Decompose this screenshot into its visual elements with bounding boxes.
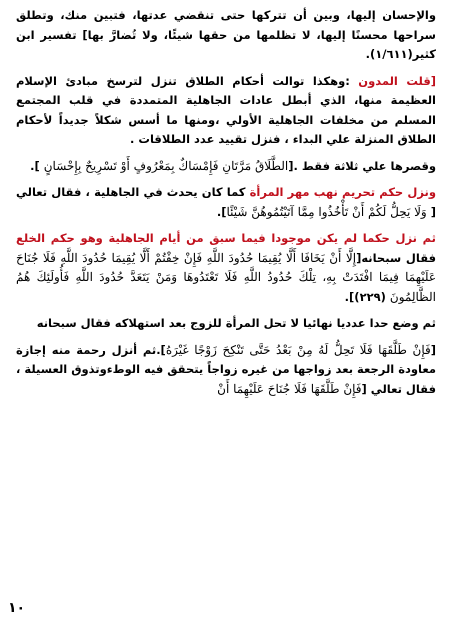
paragraph [16,6,436,65]
quran-verse: وَلَا يَحِلُّ لَكُمْ أَنْ تَأْخُذُوا مِمَّا آتَيْتُمُوهُنَّ شَيْئًا [226,204,427,219]
paragraph-text: كما كان يحدث في الجاهلية ، فقال تعالي [ [16,185,436,219]
paragraph-text: :وهكذا توالت أحكام الطلاق تنزل لترسخ مبادئ الإسلام العظيمة منها، الذي أبطل عادات الجاهلية المتمددة في قلب المجتمع المسلم من مخلفات الجاهلية الأولي ،ومنها ما أسس شكلاً جديداً لأحكام الطلاق المنزلة علي البداء ، فنزل تقييد عدد الطلاقات . [16,73,436,146]
paragraph-text: ].ثم أنزل رحمة منه إجازة معاودة الرجعة بعد زواجها من غيره زواجاً يتحقق فيه الوطءوتذوق العسيلة ، فقال تعالي [ [16,342,436,396]
page-body [16,6,436,406]
paragraph-text: فقال سبحانه[ [356,250,437,265]
paragraph [16,314,436,334]
quran-verse: فَإِنْ طَلَّقَهَا فَلَا تَحِلُّ لَهُ مِنْ بَعْدُ حَتَّى تَنْكِحَ زَوْجًا غَيْرَهُ [165,342,431,357]
paragraph [16,183,436,222]
paragraph [16,229,436,307]
paragraph [16,72,436,150]
paragraph [16,157,436,177]
highlighted-text: ونزل حكم تحريم نهب مهر المرأة [249,185,436,199]
highlighted-text: [قلت المدون [349,73,436,88]
page-number: ١٠ [8,600,26,616]
paragraph-text: [ [430,342,436,357]
paragraph-text: وقصرها علي ثلاثة فقط .[ [288,158,436,173]
paragraph-text: (٢٢٩)]. [344,289,390,304]
quran-verse: إِلَّا أَنْ يَخَافَا أَلَّا يُقِيمَا حُدُودَ اللَّهِ فَإِنْ خِفْتُمْ أَلَّا يُقِيمَا حُدُودَ اللَّهِ فَلَا جُنَاحَ عَلَيْهِمَا فِيمَا افْتَدَتْ بِهِ، تِلْكَ حُدُودُ اللَّهِ فَلَا تَعْتَدُوهَا وَمَنْ يَتَعَدَّ حُدُودَ اللَّهِ فَأُولَئِكَ هُمُ الظَّالِمُونَ [16,250,436,304]
paragraph-text: ]. [30,158,44,173]
paragraph-text: ثم وضع حدا عدديا نهائيا لا تحل المرأة للزوج بعد استهلاكه فقال سبحانه [36,316,436,330]
quran-verse: الطَّلَاقُ مَرَّتَانِ فَإِمْسَاكٌ بِمَعْرُوفٍ أَوْ تَسْرِيحٌ بِإِحْسَانٍ [43,158,289,173]
paragraph-text: والإحسان إليها، وبين أن تتركها حتى تنقضي عدتها، فتبين منك، وتطلق سراحها محسنًا إليها، لا تظلمها من حقها شيئًا، ولا تُضارَّ بها] تفسير ابن كثير(١/٦١١). [16,8,436,61]
paragraph-text: ]. [216,204,227,219]
paragraph [16,341,436,400]
quran-verse: فَإِنْ طَلَّقَهَا فَلَا جُنَاحَ عَلَيْهِمَا أَنْ [217,381,362,396]
highlighted-text: ثم نزل حكما لم يكن موجودا فيما سبق من أيام الجاهلية وهو حكم الخلع [16,231,436,245]
